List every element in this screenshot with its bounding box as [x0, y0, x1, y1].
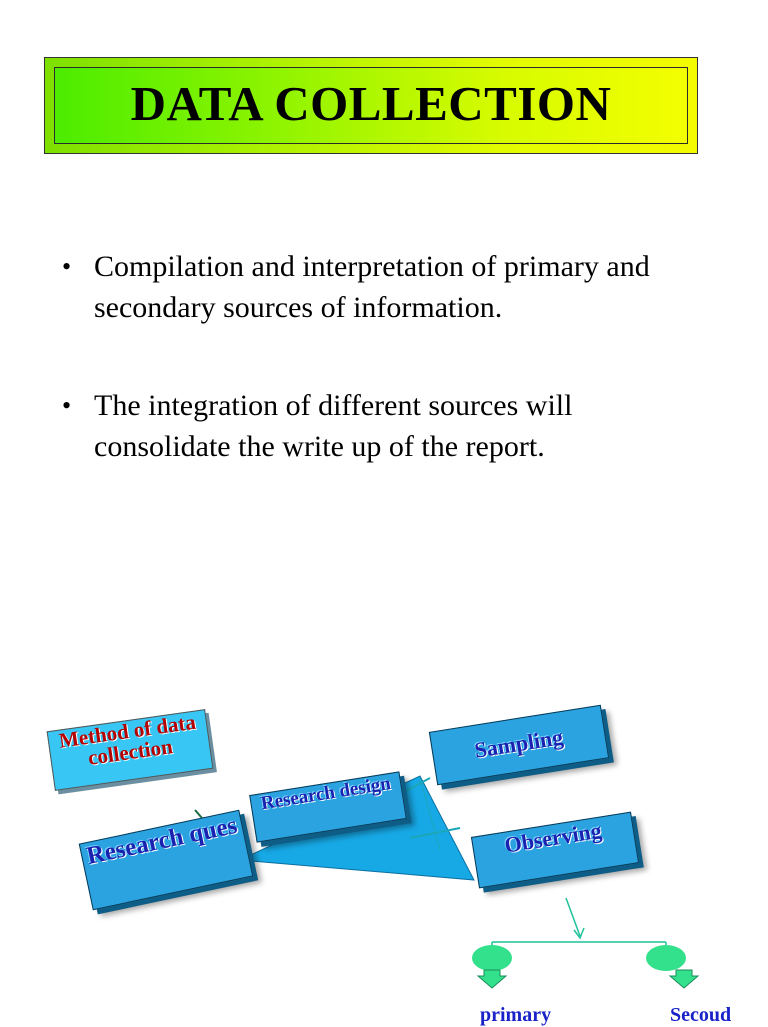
bullet-marker: • — [62, 391, 72, 420]
down-arrow-icon — [478, 970, 506, 988]
tree-node — [472, 945, 512, 971]
research-ques-label: Research ques — [84, 811, 240, 871]
sampling-label: Sampling — [472, 724, 565, 763]
down-arrow-icon — [670, 970, 698, 988]
secondary-label: Secoud — [670, 1004, 732, 1026]
title-banner — [44, 57, 698, 154]
tree-node — [646, 945, 686, 971]
observing-label: Observing — [502, 817, 604, 858]
connector-arrow — [566, 898, 580, 936]
page-title: DATA COLLECTION — [130, 76, 612, 131]
primary-label: primary — [480, 1004, 552, 1026]
research-design-label: Research design — [259, 773, 393, 815]
bullet-marker: • — [62, 252, 72, 281]
bullet-text: The integration of different sources will consolidate the write up of the report. — [94, 389, 573, 463]
data-collection-diagram — [0, 690, 768, 1024]
method-label: Method of data collection — [57, 709, 198, 770]
bullet-text: Compilation and interpretation of primary and secondary sources of information. — [94, 250, 650, 324]
